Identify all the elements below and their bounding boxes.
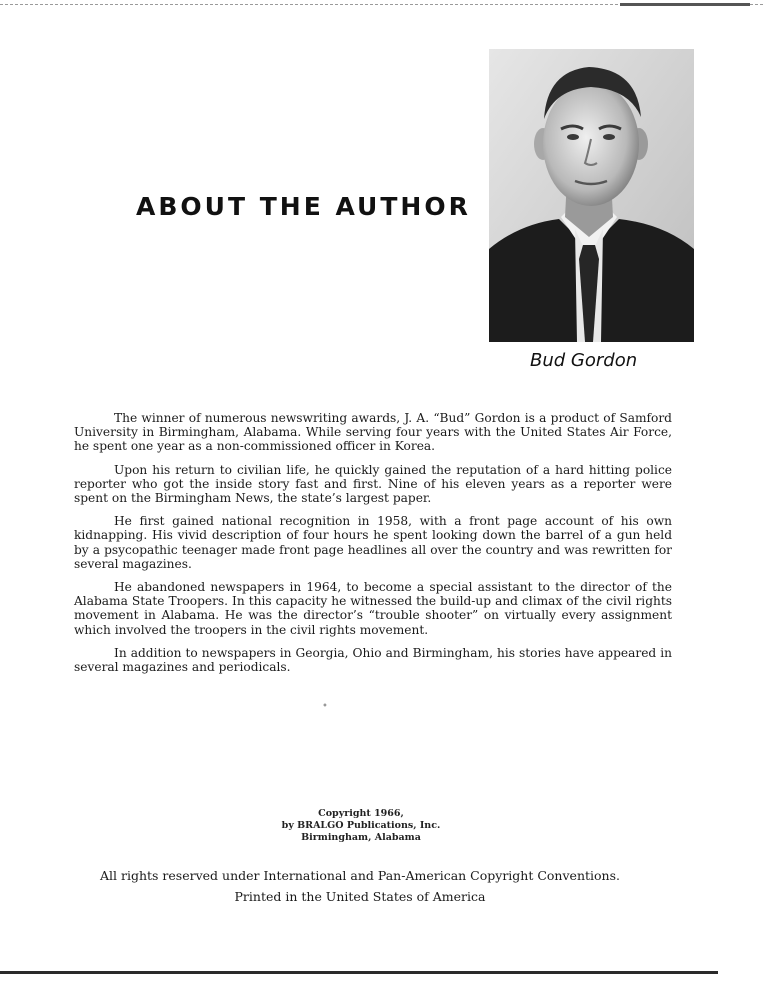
publisher-location-line: Birmingham, Alabama xyxy=(301,832,421,843)
photo-caption: Bud Gordon xyxy=(530,350,638,371)
stray-mark: • xyxy=(322,701,328,712)
author-biography xyxy=(74,411,672,683)
printed-in-line: Printed in the United States of America xyxy=(234,889,486,904)
bio-paragraph: He first gained national recognition in 1958, with a front page account of his own kidnapping. His vivid description of four hours he spent looking down the barrel of a gun held by a psycopathic teenager made front page headlines all over the country and was rewritten for several magazines. xyxy=(74,514,672,571)
copyright-block xyxy=(200,808,522,844)
copyright-line: Copyright 1966, xyxy=(318,808,404,819)
rights-notice xyxy=(60,865,660,907)
author-portrait-image xyxy=(489,49,694,342)
bottom-border-rule xyxy=(0,971,718,974)
author-photo xyxy=(489,49,694,342)
bio-paragraph: Upon his return to civilian life, he quickly gained the reputation of a hard hitting police reporter who got the inside story fast and first. Nine of his eleven years as a reporter were spent on the Birmingham News, the state’s largest paper. xyxy=(74,462,672,506)
top-border-accent xyxy=(620,3,750,6)
rights-reserved-line: All rights reserved under International and Pan-American Copyright Conventions. xyxy=(100,868,620,883)
publisher-line: by BRALGO Publications, Inc. xyxy=(281,820,441,831)
page-title: ABOUT THE AUTHOR xyxy=(136,192,471,221)
bio-paragraph: The winner of numerous newswriting awards, J. A. “Bud” Gordon is a product of Samford University in Birmingham, Alabama. While serving four years with the United States Air Force, he spent one year as a non-commissioned officer in Korea. xyxy=(74,411,672,454)
bio-paragraph: In addition to newspapers in Georgia, Ohio and Birmingham, his stories have appeared in several magazines and periodicals. xyxy=(74,645,672,675)
bio-paragraph: He abandoned newspapers in 1964, to become a special assistant to the director of the Alabama State Troopers. In this capacity he witnessed the build-up and climax of the civil rights movement in Alabama. He was the director’s “trouble shooter” on virtually every assignment which involved the troopers in the civil rights movement. xyxy=(74,580,672,637)
